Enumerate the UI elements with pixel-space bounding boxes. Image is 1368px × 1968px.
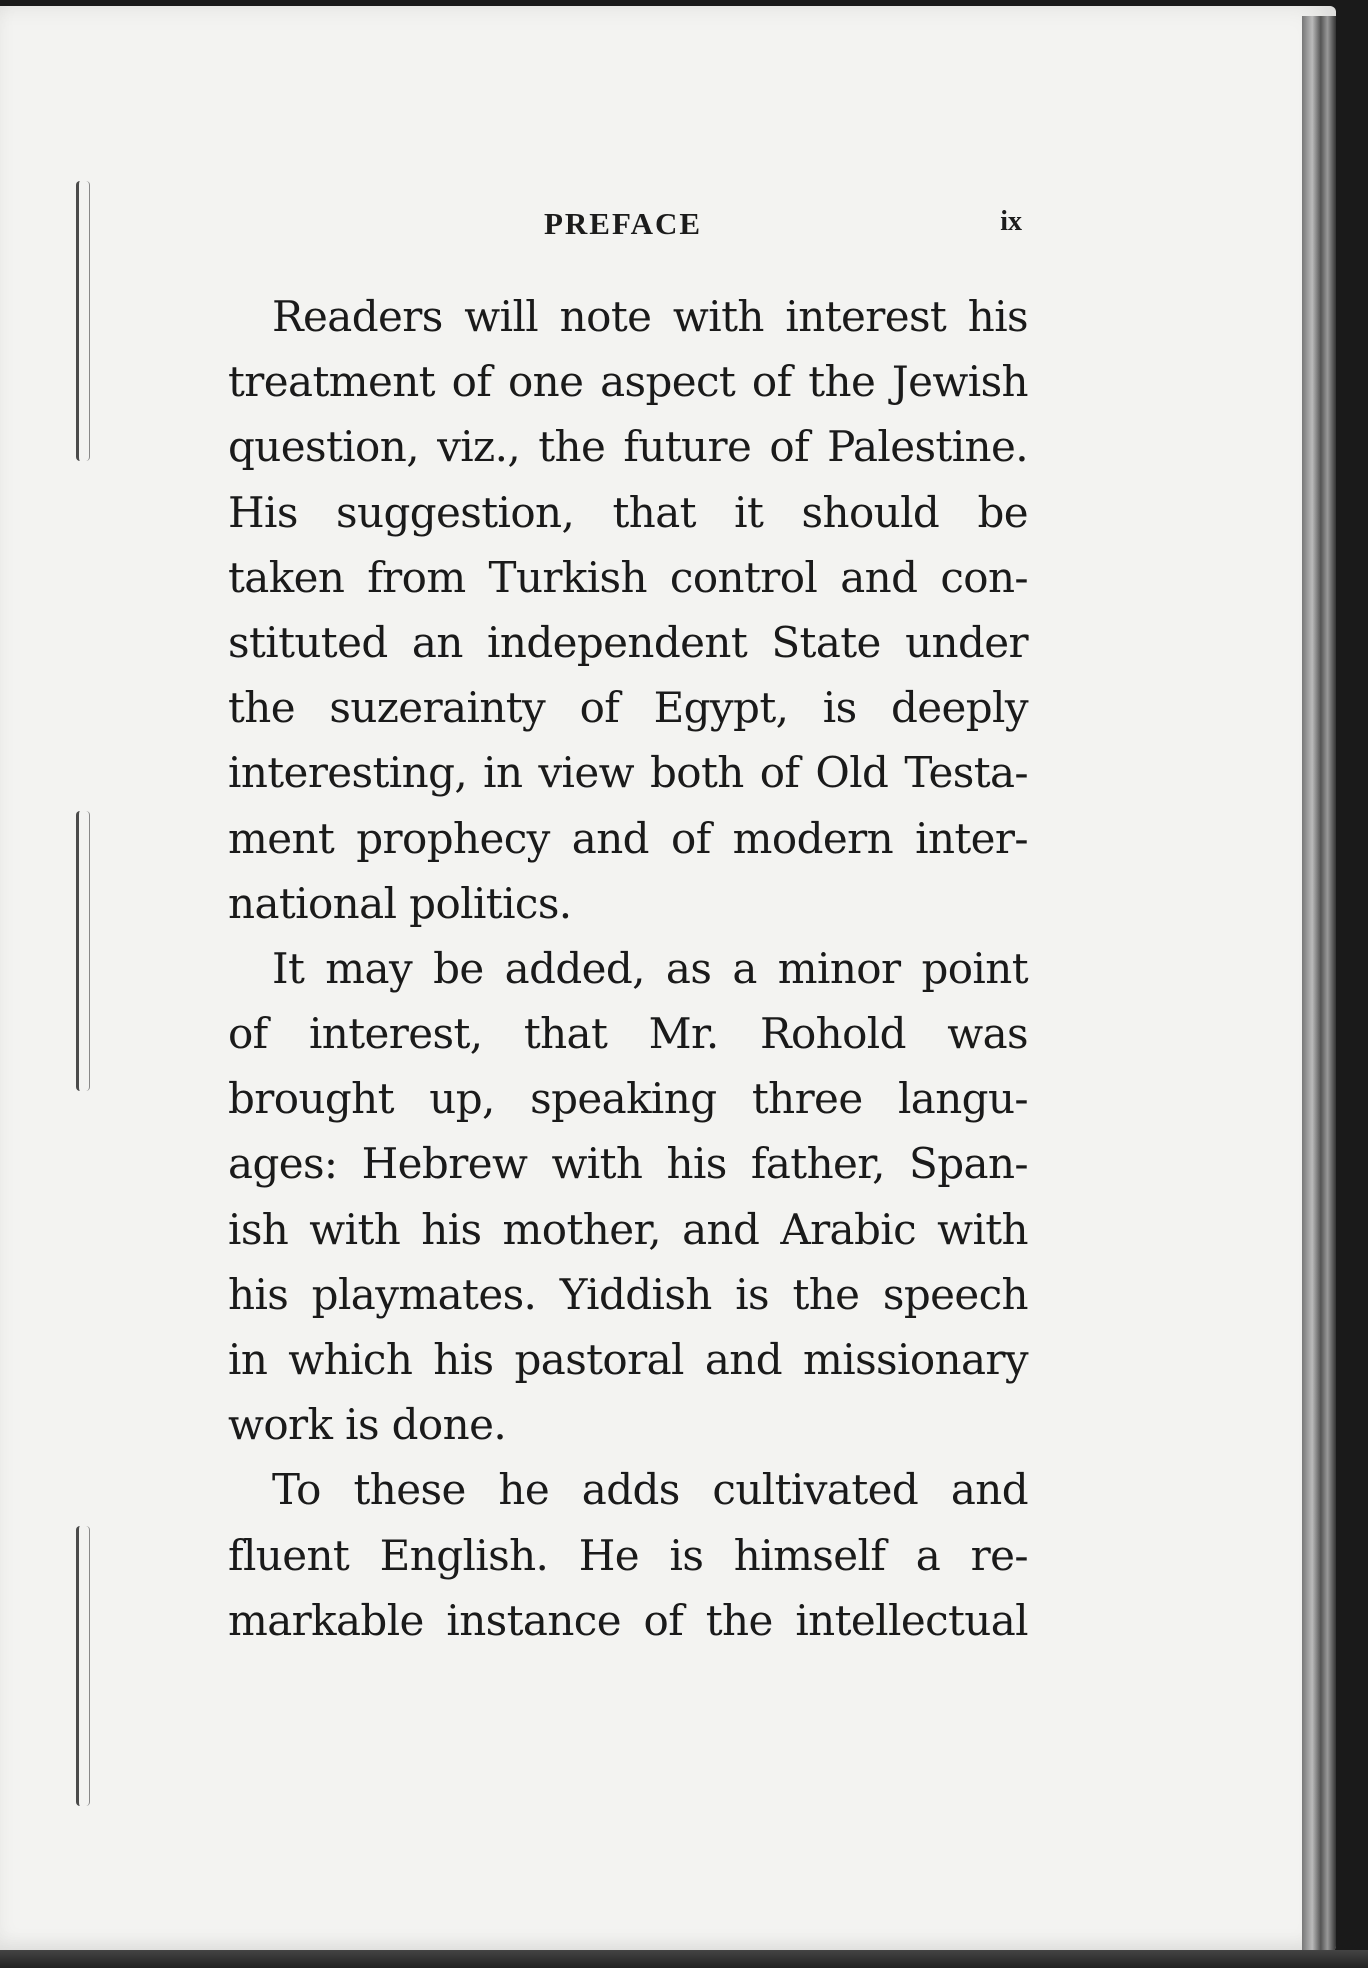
text-line: national politics.: [228, 878, 572, 928]
page-edge: [1302, 16, 1336, 1952]
binding-thread-mark: [76, 811, 90, 1091]
text-line: question, viz., the future of Palestine.: [228, 422, 1028, 472]
text-line: To these he adds cultivated and: [272, 1465, 1028, 1515]
text-line: interesting, in view both of Old Testa-: [228, 748, 1028, 798]
text-body: [228, 284, 1028, 1653]
text-line: Readers will note with interest his: [272, 292, 1028, 341]
text-line: His suggestion, that it should be: [228, 487, 1028, 537]
text-line: his playmates. Yiddish is the speech: [228, 1269, 1028, 1319]
text-line: fluent English. He is himself a re-: [228, 1530, 1028, 1580]
text-line: It may be added, as a minor point: [272, 943, 1028, 993]
book-page: [0, 6, 1336, 1952]
binding-thread-mark: [76, 181, 90, 461]
text-line: taken from Turkish control and con-: [228, 552, 1028, 602]
text-line: stituted an independent State under: [228, 617, 1028, 667]
text-line: treatment of one aspect of the Jewish: [228, 357, 1028, 407]
text-line: the suzerainty of Egypt, is deeply: [228, 683, 1028, 733]
text-line: brought up, speaking three langu-: [228, 1074, 1028, 1124]
text-line: in which his pastoral and missionary: [228, 1335, 1028, 1384]
text-line: ment prophecy and of modern inter-: [228, 813, 1028, 863]
text-line: work is done.: [228, 1400, 507, 1450]
text-line: of interest, that Mr. Rohold was: [228, 1009, 1028, 1059]
running-head: [228, 206, 1022, 246]
text-line: ages: Hebrew with his father, Span-: [228, 1139, 1028, 1189]
page-number: ix: [1000, 206, 1022, 237]
book-bottom-edge: [0, 1950, 1368, 1968]
text-line: ish with his mother, and Arabic with: [228, 1204, 1028, 1254]
running-title: PREFACE: [543, 206, 703, 241]
text-line: markable instance of the intellectual: [228, 1595, 1028, 1645]
binding-thread-mark: [76, 1526, 90, 1806]
